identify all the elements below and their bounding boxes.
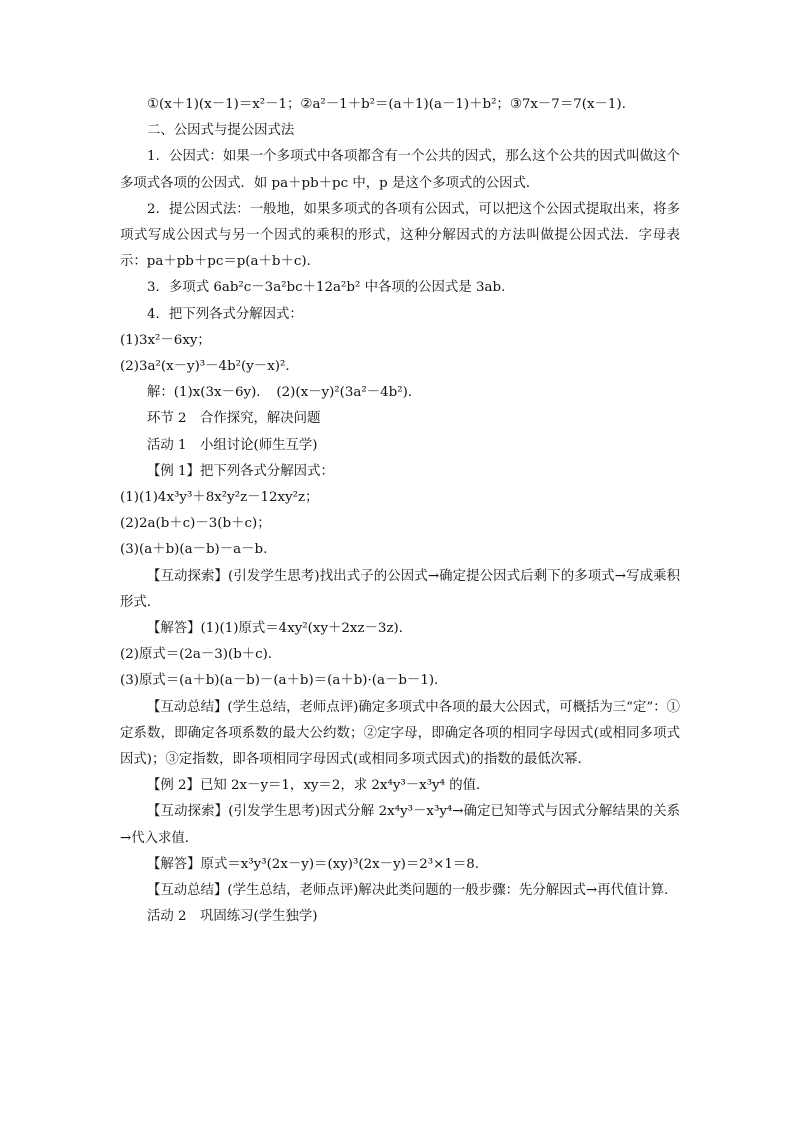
text-line: 【解答】原式＝x³y³(2x－y)＝(xy)³(2x－y)＝2³×1＝8. <box>147 856 480 872</box>
paragraph: 1．公因式：如果一个多项式中各项都含有一个公共的因式，那么这个公共的因式叫做这个多项式各项的公因式．如 pa＋pb＋pc 中，p 是这个多项式的公因式． <box>120 149 680 191</box>
text-line: 3．多项式 6ab²c－3a²bc＋12a²b² 中各项的公因式是 3ab. <box>147 280 506 296</box>
text-line: (3)原式＝(a＋b)(a－b)－(a＋b)＝(a＋b)·(a－b－1)． <box>120 673 448 689</box>
paragraph: 【互动总结】(学生总结，老师点评)解决此类问题的一般步骤：先分解因式→再代值计算． <box>147 883 678 899</box>
section-heading: 活动 1 小组讨论(师生互学) <box>147 437 318 453</box>
text-line: (2)原式＝(2a－3)(b＋c)． <box>120 647 282 663</box>
text-line: (1)(1)4x³y³＋8x²y²z－12xy²z； <box>120 490 319 506</box>
section-heading: 环节 2 合作探究，解决问题 <box>147 411 321 427</box>
text-line: 【解答】(1)(1)原式＝4xy²(xy＋2xz－3z)． <box>147 621 413 637</box>
example-heading: 【例 2】已知 2x－y＝1，xy＝2，求 2x⁴y³－x³y⁴ 的值． <box>147 778 490 794</box>
paragraph: 【互动总结】(学生总结，老师点评)确定多项式中各项的最大公因式，可概括为三“定”：①定系数，即确定各项系数的最大公约数；②定字母，即确定各项的相同字母因式(或相同多项式因式)；③定指数，即各项相同字母因式(或相同多项式因式)的指数的最低次幂． <box>120 699 680 768</box>
text-line: (1)3x²－6xy； <box>120 332 211 348</box>
text-line: 4．把下列各式分解因式： <box>147 306 303 322</box>
text-line: (2)2a(b＋c)－3(b＋c)； <box>120 516 271 532</box>
document-body <box>120 92 680 931</box>
section-heading: 活动 2 巩固练习(学生独学) <box>147 909 318 925</box>
paragraph: 【互动探索】(引发学生思考)因式分解 2x⁴y³－x³y⁴→确定已知等式与因式分解结果的关系→代入求值． <box>120 804 680 846</box>
text-line: ①(x＋1)(x－1)＝x²－1；②a²－1＋b²＝(a＋1)(a－1)＋b²；③7x－7＝7(x－1). <box>147 97 626 112</box>
paragraph: 【互动探索】(引发学生思考)找出式子的公因式→确定提公因式后剩下的多项式→写成乘积形式． <box>120 568 680 610</box>
text-line: (3)(a＋b)(a－b)－a－b. <box>120 542 268 558</box>
section-heading: 二、公因式与提公因式法 <box>147 123 295 139</box>
paragraph: 2．提公因式法：一般地，如果多项式的各项有公因式，可以把这个公因式提取出来，将多项式写成公因式与另一个因式的乘积的形式，这种分解因式的方法叫做提公因式法．字母表示：pa＋pb＋pc＝p(a＋b＋c)． <box>120 201 680 270</box>
example-heading: 【例 1】把下列各式分解因式： <box>147 463 334 479</box>
text-line: (2)3a²(x－y)³－4b²(y－x)². <box>120 359 290 375</box>
text-line: 解：(1)x(3x－6y)． (2)(x－y)²(3a²－4b²)． <box>147 385 422 401</box>
